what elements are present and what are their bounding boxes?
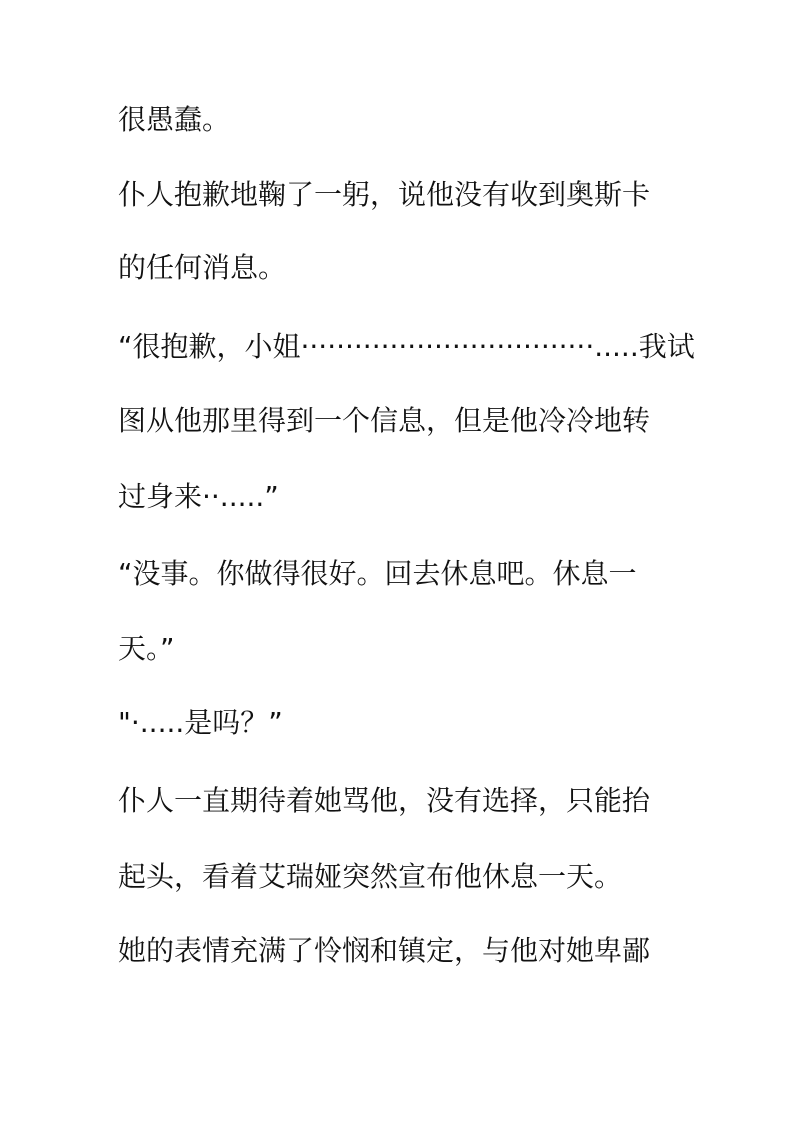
text-line: 起头，看着艾瑞娅突然宣布他休息一天。: [118, 860, 623, 893]
text-line: "·.....是吗？”: [118, 706, 283, 739]
text-line: “没事。你做得很好。回去休息吧。休息一: [118, 557, 637, 590]
text-line: 很愚蠢。: [118, 103, 231, 136]
text-line: 她的表情充满了怜悯和镇定，与他对她卑鄙: [118, 934, 651, 967]
text-line: 过身来··.....”: [118, 480, 279, 513]
text-line: “很抱歉，小姐·································.....我试: [118, 330, 695, 363]
text-line: 图从他那里得到一个信息，但是他冷冷地转: [118, 404, 651, 437]
text-line: 的任何消息。: [118, 251, 287, 284]
text-line: 仆人一直期待着她骂他，没有选择，只能抬: [118, 784, 651, 817]
text-line: 仆人抱歉地鞠了一躬，说他没有收到奥斯卡: [118, 178, 651, 211]
text-line: 天。”: [118, 632, 175, 665]
